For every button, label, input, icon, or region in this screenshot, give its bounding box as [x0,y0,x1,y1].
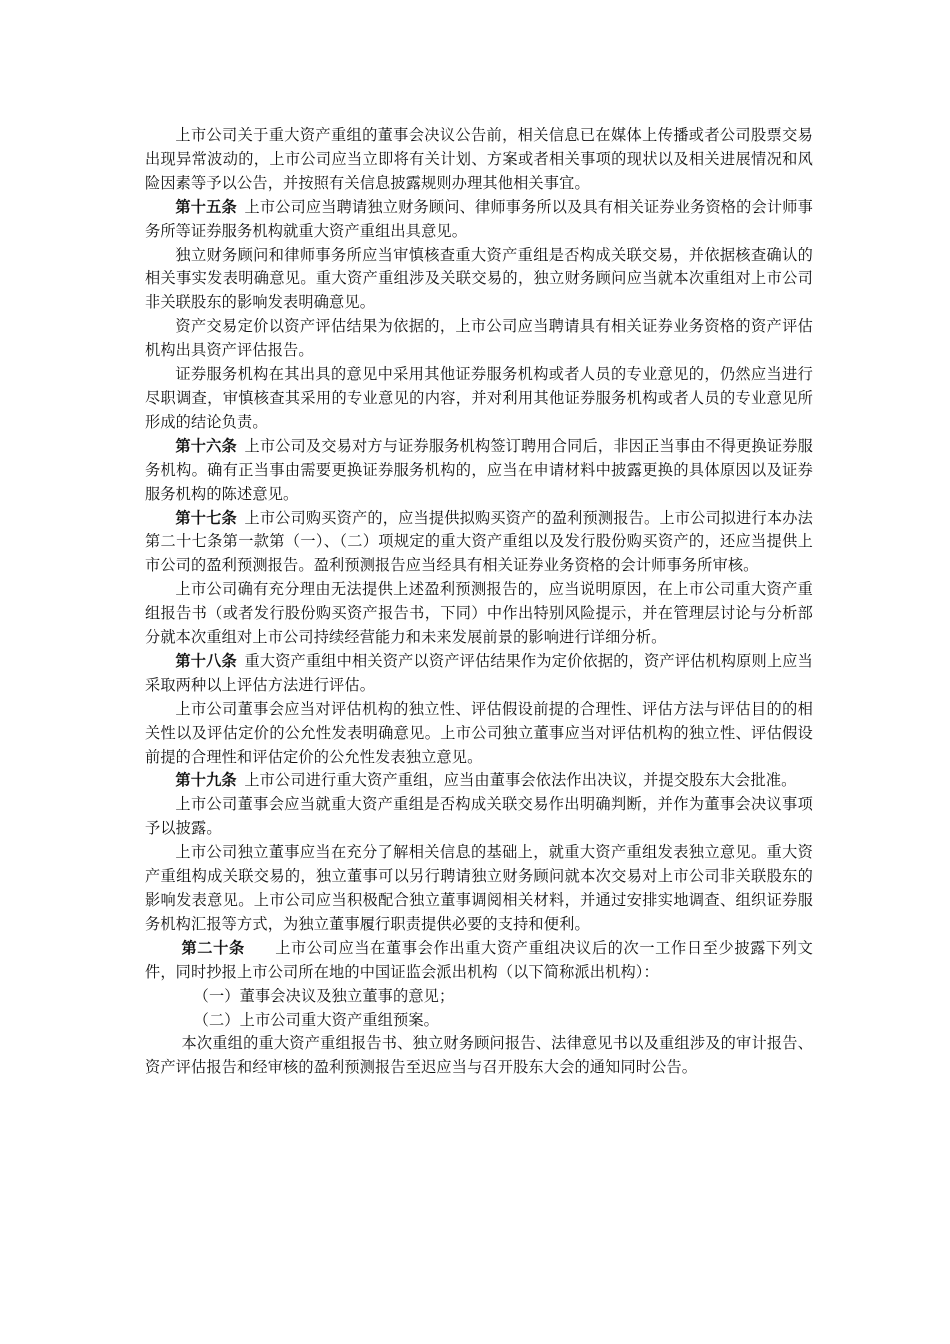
article-text: 上市公司购买资产的，应当提供拟购买资产的盈利预测报告。上市公司拟进行本办法第二十七条第一款第（一）、（二）项规定的重大资产重组以及发行股份购买资产的，还应当提供上市公司的盈利预测报告。盈利预测报告应当经具有相关证券业务资格的会计师事务所审核。 [145,508,813,575]
article-20 [145,937,813,985]
paragraph: 本次重组的重大资产重组报告书、独立财务顾问报告、法律意见书以及重组涉及的审计报告、资产评估报告和经审核的盈利预测报告至迟应当与召开股东大会的通知同时公告。 [145,1034,813,1077]
article-text: 上市公司应当在董事会作出重大资产重组决议后的次一工作日至少披露下列文件，同时抄报上市公司所在地的中国证监会派出机构（以下简称派出机构）： [145,938,813,981]
article-15 [145,196,813,244]
document-body [145,124,813,1080]
paragraph: 上市公司董事会应当就重大资产重组是否构成关联交易作出明确判断，并作为董事会决议事项予以披露。 [145,795,813,838]
article-number: 第十五条 [175,197,237,216]
article-number: 第十七条 [175,508,237,527]
paragraph: 资产交易定价以资产评估结果为依据的，上市公司应当聘请具有相关证券业务资格的资产评估机构出具资产评估报告。 [145,317,813,360]
article-number: 第十六条 [175,436,237,455]
article-number: 第十八条 [175,651,237,670]
article-text: 上市公司应当聘请独立财务顾问、律师事务所以及具有相关证券业务资格的会计师事务所等证券服务机构就重大资产重组出具意见。 [145,197,813,240]
paragraph: 上市公司关于重大资产重组的董事会决议公告前，相关信息已在媒体上传播或者公司股票交易出现异常波动的，上市公司应当立即将有关计划、方案或者相关事项的现状以及相关进展情况和风险因素等予以公告，并按照有关信息披露规则办理其他相关事宜。 [145,126,813,192]
paragraph: 独立财务顾问和律师事务所应当审慎核查重大资产重组是否构成关联交易，并依据核查确认的相关事实发表明确意见。重大资产重组涉及关联交易的，独立财务顾问应当就本次重组对上市公司非关联股东的影响发表明确意见。 [145,245,813,312]
paragraph: 上市公司确有充分理由无法提供上述盈利预测报告的，应当说明原因，在上市公司重大资产重组报告书（或者发行股份购买资产报告书，下同）中作出特别风险提示，并在管理层讨论与分析部分就本次重组对上市公司持续经营能力和未来发展前景的影响进行详细分析。 [145,580,813,647]
list-item: （一）董事会决议及独立董事的意见； [193,986,455,1005]
paragraph: 上市公司董事会应当对评估机构的独立性、评估假设前提的合理性、评估方法与评估目的的相关性以及评估定价的公允性发表明确意见。上市公司独立董事应当对评估机构的独立性、评估假设前提的合理性和评估定价的公允性发表独立意见。 [145,699,813,766]
article-16 [145,435,813,507]
article-text: 重大资产重组中相关资产以资产评估结果作为定价依据的，资产评估机构原则上应当采取两种以上评估方法进行评估。 [145,651,813,694]
article-number: 第十九条 [175,771,237,790]
article-number: 第二十条 [181,938,245,957]
article-text: 上市公司进行重大资产重组，应当由董事会依法作出决议，并提交股东大会批准。 [244,771,797,790]
article-17 [145,507,813,579]
article-19 [145,769,813,793]
article-18 [145,650,813,698]
paragraph: 证券服务机构在其出具的意见中采用其他证券服务机构或者人员的专业意见的，仍然应当进行尽职调查，审慎核查其采用的专业意见的内容，并对利用其他证券服务机构或者人员的专业意见所形成的结论负责。 [145,365,813,431]
paragraph: 上市公司独立董事应当在充分了解相关信息的基础上，就重大资产重组发表独立意见。重大资产重组构成关联交易的，独立董事可以另行聘请独立财务顾问就本次交易对上市公司非关联股东的影响发表意见。上市公司应当积极配合独立董事调阅相关材料，并通过安排实地调查、组织证券服务机构汇报等方式，为独立董事履行职责提供必要的支持和便利。 [145,843,813,933]
article-text: 上市公司及交易对方与证券服务机构签订聘用合同后，非因正当事由不得更换证券服务机构。确有正当事由需要更换证券服务机构的，应当在申请材料中披露更换的具体原因以及证券服务机构的陈述意见。 [145,436,813,503]
list-item: （二）上市公司重大资产重组预案。 [193,1010,440,1029]
